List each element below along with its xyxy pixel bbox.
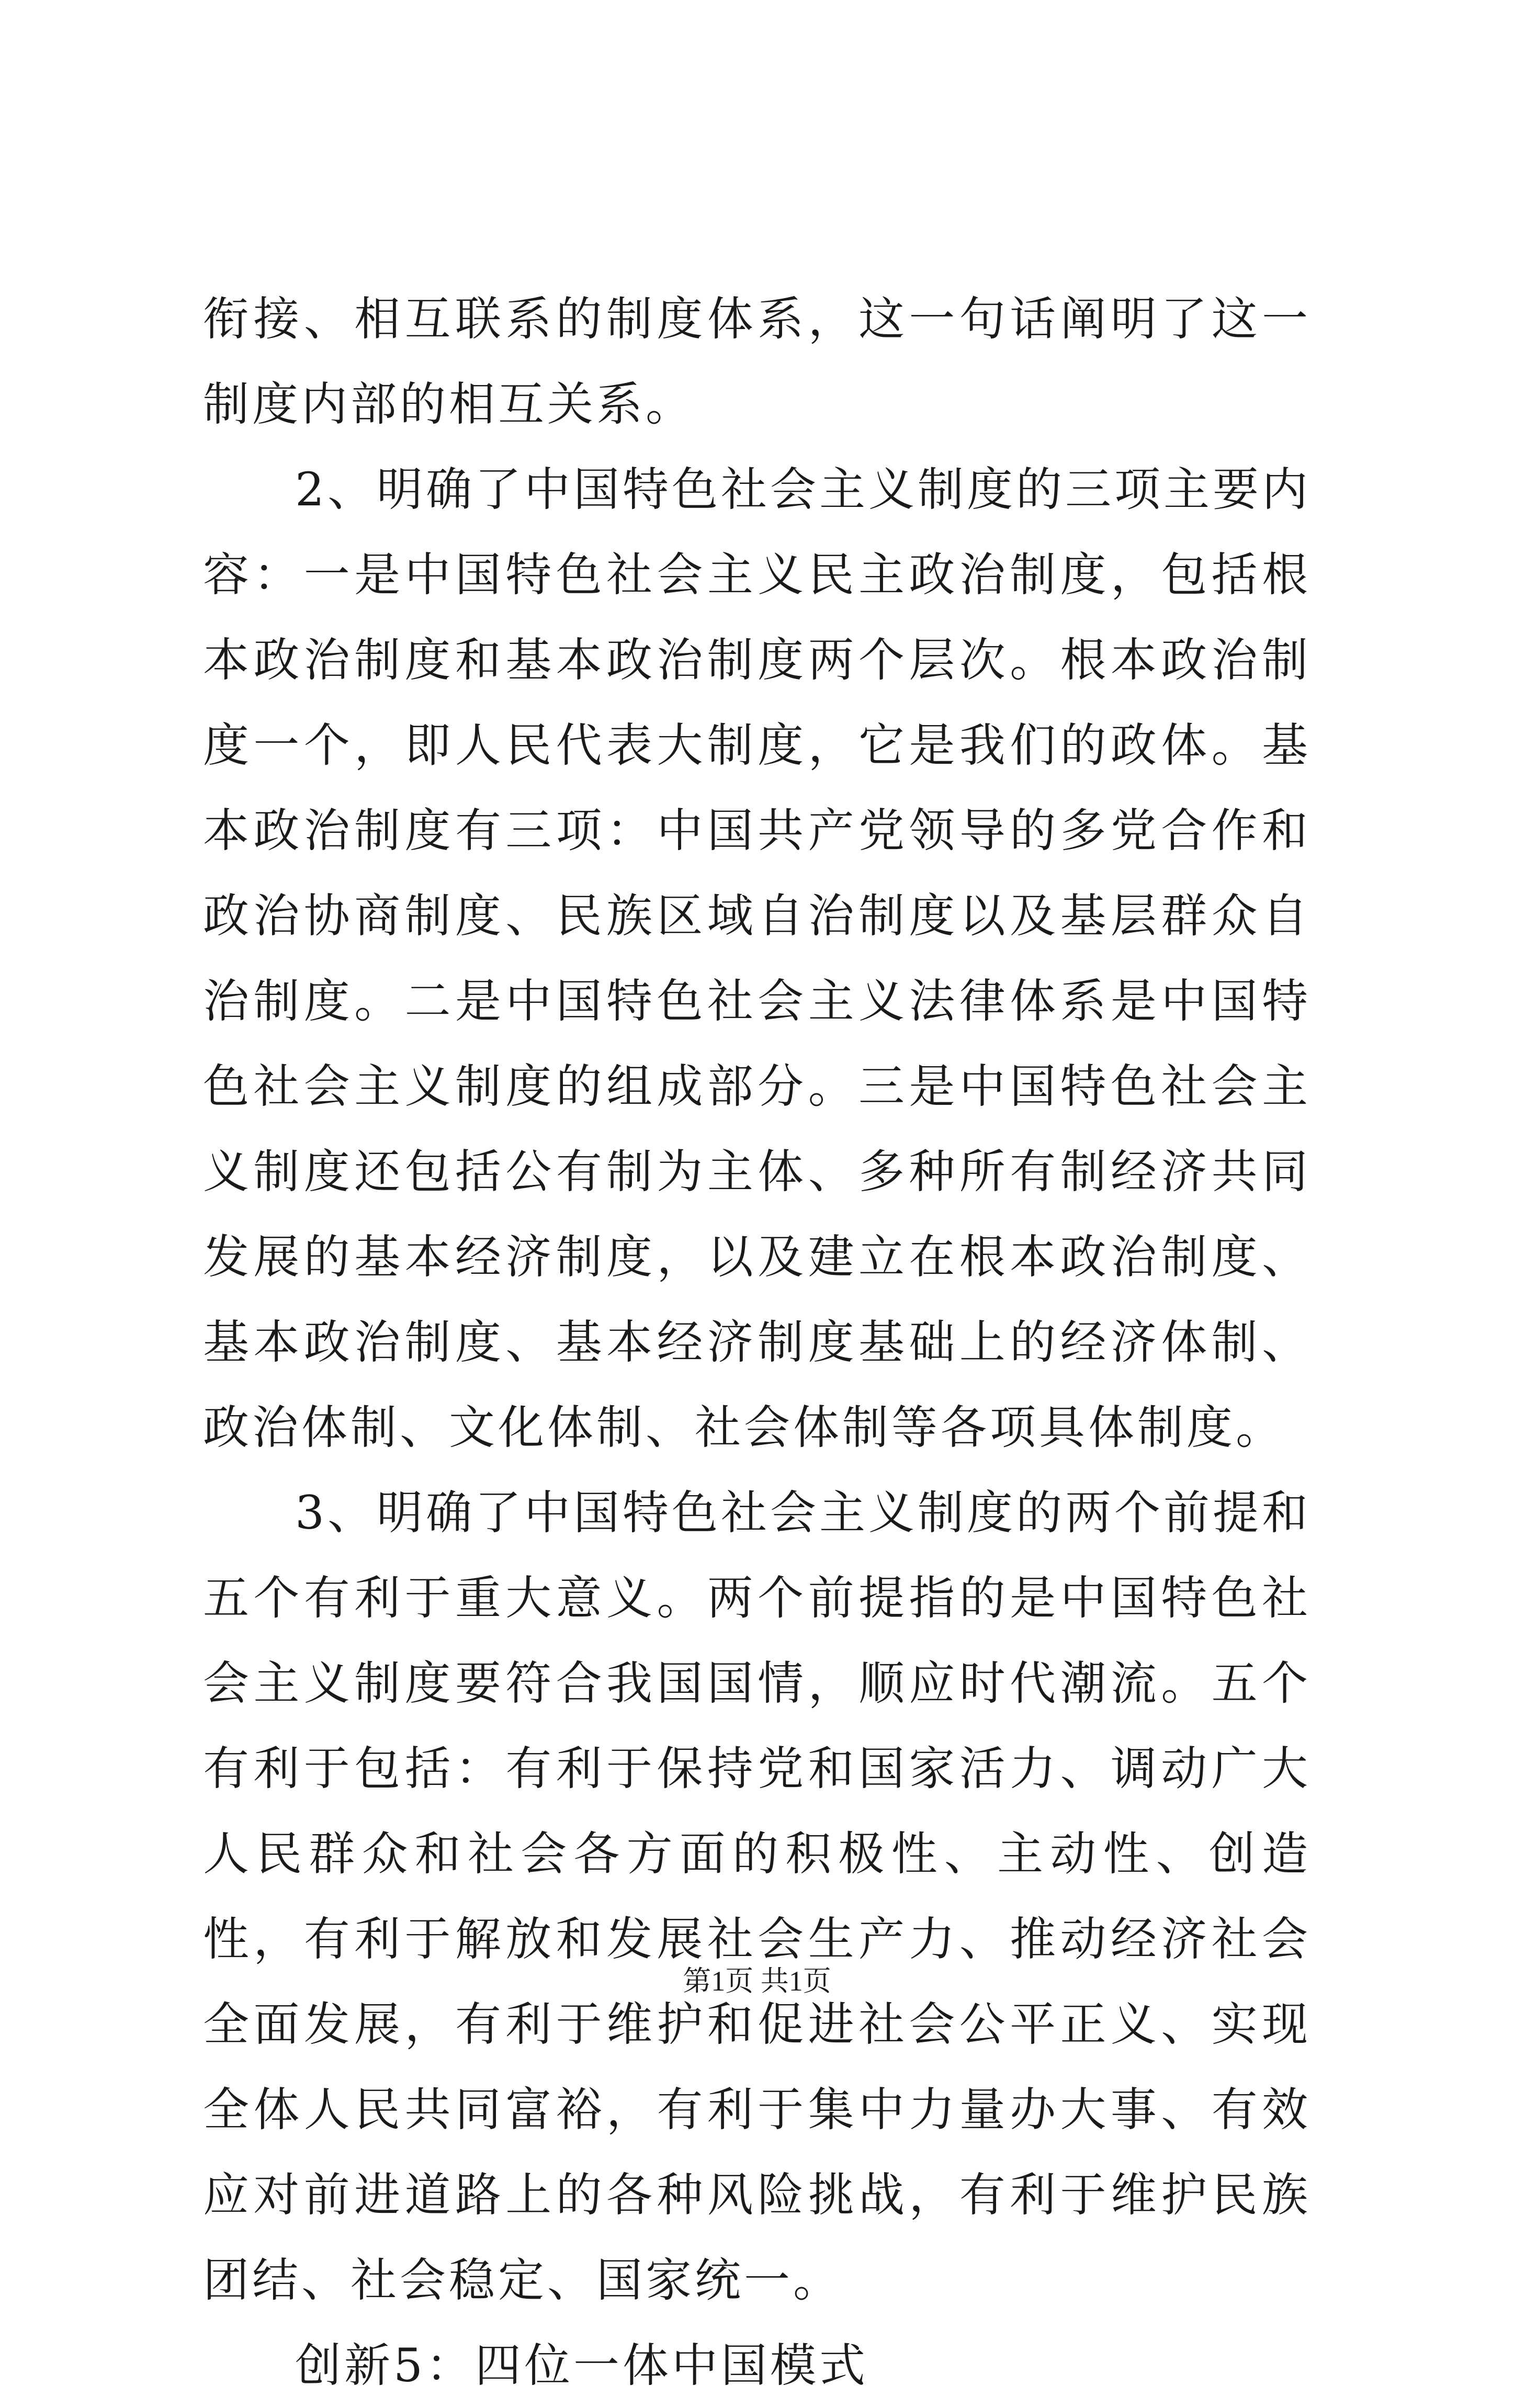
paragraph-continuation: 衔接、相互联系的制度体系，这一句话阐明了这一制度内部的相互关系。 [203,292,1311,431]
document-body [203,276,1311,2408]
page-footer: 第1页 共1页 [683,1965,831,1997]
paragraph-point-3: 3、明确了中国特色社会主义制度的两个前提和五个有利于重大意义。两个前提指的是中国特色社会主义制度要符合我国国情，顺应时代潮流。五个有利于包括：有利于保持党和国家活力、调动广大人民群众和社会各方面的积极性、主动性、创造性，有利于解放和发展社会生产力、推动经济社会全面发展，有利于维护和促进社会公平正义、实现全体人民共同富裕，有利于集中力量办大事、有效应对前进道路上的各种风险挑战，有利于维护民族团结、社会稳定、国家统一。 [203,1486,1311,2307]
paragraph-point-2: 2、明确了中国特色社会主义制度的三项主要内容：一是中国特色社会主义民主政治制度，包括根本政治制度和基本政治制度两个层次。根本政治制度一个，即人民代表大制度，它是我们的政体。基本政治制度有三项：中国共产党领导的多党合作和政治协商制度、民族区域自治制度以及基层群众自治制度。二是中国特色社会主义法律体系是中国特色社会主义制度的组成部分。三是中国特色社会主义制度还包括公有制为主体、多种所有制经济共同发展的基本经济制度，以及建立在根本政治制度、基本政治制度、基本经济制度基础上的经济体制、政治体制、文化体制、社会体制等各项具体制度。 [203,462,1311,1454]
section-heading-innovation-5: 创新5：四位一体中国模式 [295,2338,868,2392]
